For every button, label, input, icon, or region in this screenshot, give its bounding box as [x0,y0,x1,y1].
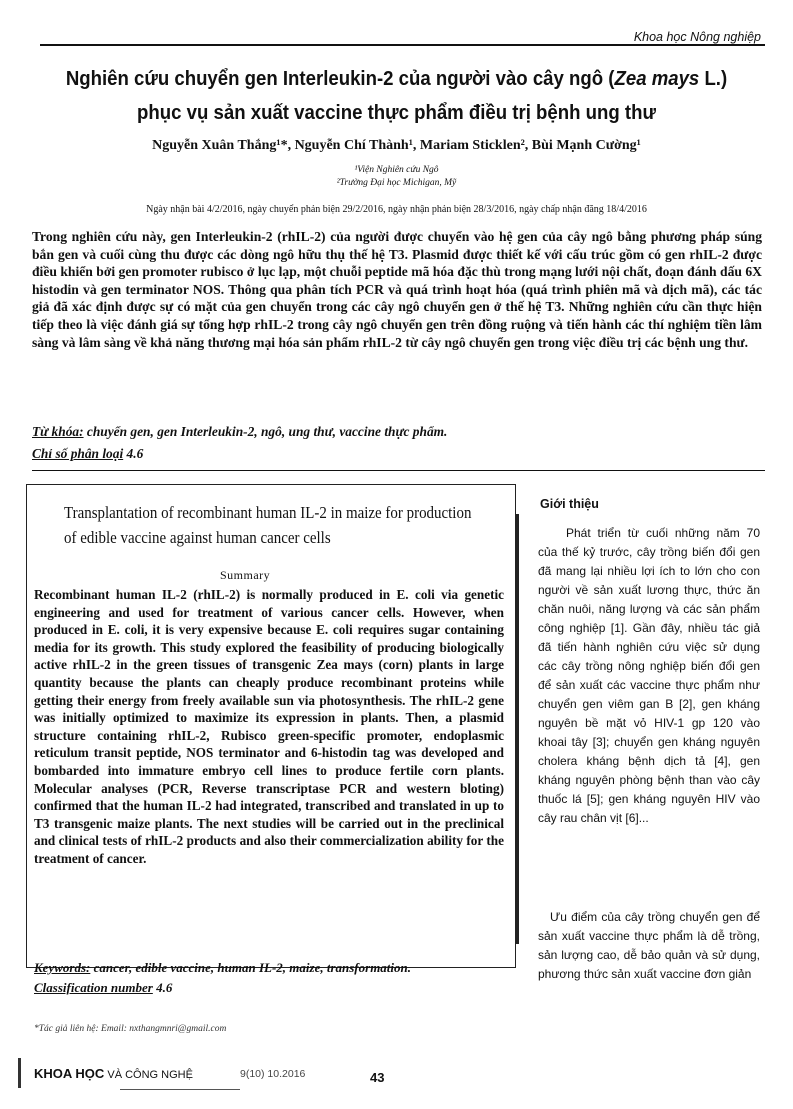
classification-en-value: 4.6 [152,980,173,995]
footer-bar [18,1058,21,1088]
intro-paragraph-1: Phát triển từ cuối những năm 70 của thế kỷ trước, cây trồng biến đổi gen đã mang lại nhiều lợi ích to lớn cho con người về sản xuất lương thực, thức ăn chăn nuôi, năng lượng và các sản phẩm công nghiệp [1]. Gần đây, nhiều tác giả đã tiến hành nghiên cứu việc sử dụng các cây trồng nông nghiệp biến đổi gen để sản xuất các vaccine thực phẩm như chuyển gen viêm gan B [2], gen kháng nguyên bề mặt vỏ HIV-1 gp 120 vào khoai tây [3]; chuyển gen kháng nguyên cholera kháng bệnh dịch tả [4], gen kháng nguyên phòng bệnh than vào cây thuốc lá [5]; gen kháng nguyên HIV vào cây rau chân vịt [6]... [538,526,760,825]
classification-en [34,980,172,996]
keywords-vi [32,424,447,440]
article-title-vi [65,62,728,130]
magazine-name-rest: VÀ CÔNG NGHỆ [104,1069,193,1081]
header-rule [40,44,765,46]
summary-heading: Summary [220,568,271,582]
keywords-vi-label: Từ khóa: [32,424,84,439]
footer-rule [120,1089,240,1090]
title-line1: Nghiên cứu chuyển gen Interleukin-2 của người vào cây ngô ( [65,68,615,90]
classification-vi-label: Chỉ số phân loại [32,446,124,461]
affiliation-1: ¹Viện Nghiên cứu Ngô [354,165,439,175]
authors: Nguyễn Xuân Thắng¹*, Nguyễn Chí Thành¹, Mariam Sticklen², Bùi Mạnh Cường¹ [152,138,641,153]
section-divider [32,470,765,471]
summary-en: Recombinant human IL-2 (rhIL-2) is normally produced in E. coli via genetic engineering and used for treatment of various cancer cells. However, when produced in E. coli, it is very expensive because E. coli requires sugar containing media for its growth. This study explored the feasibility of producing biologically active rhIL-2 in the green tissues of transgenic Zea mays (corn) plants in large quantity because the plants can cheaply produce recombinant proteins while getting their energy from freely available sun via photosynthesis. The rhIL-2 gene was initially optimized to maximize its expression in plants. Then, a plasmid structure containing rhIL-2, Rubisco green-specific promoter, endoplasmic reticulum transit peptide, NOS terminator and 6-histodin tag was developed and bombarded into immature embryo cell lines to produce fertile corn plants. Molecular analyses (PCR, Reverse transcriptase PCR and western bloting) confirmed that the human IL-2 had integrated, transcribed and translated in up to T3 transgenic maize plants. The next studies will be carried out in the preclinical and clinical tests of rhIL-2 products and also their commercialization ability for the treatment of cancer. [34,587,504,866]
classification-vi-value: 4.6 [123,446,144,461]
keywords-en-list: cancer, edible vaccine, human IL-2, maize, transformation. [90,960,412,975]
keywords-en-label: Keywords: [34,960,91,975]
magazine-name-main: KHOA HỌC [34,1066,105,1081]
received-dates: Ngày nhận bài 4/2/2016, ngày chuyển phản biện 29/2/2016, ngày nhận phản biện 28/3/2016, ngày chấp nhận đăng 18/4/2016 [146,204,647,215]
title-line1-end: L.) [699,68,728,90]
section-label: Khoa học Nông nghiệp [633,30,761,44]
column-gutter-bar [516,514,519,944]
abstract-vi: Trong nghiên cứu này, gen Interleukin-2 (rhIL-2) của người được chuyển vào hệ gen của cây ngô bằng phương pháp súng bắn gen và cuối cùng thu được các dòng ngô hữu thụ thế hệ T3. Plasmid được thiết kế với cấu trúc gồm có gen rhIL-2 được điều khiển bởi gen promoter rubisco ở lục lạp, một chuỗi peptide mã hóa đặc thù trong mạng lưới nội chất, đoạn đánh dấu 6X histodin và gen terminator NOS. Thông qua phân tích PCR và quá trình hoạt hóa (quá trình phiên mã và dịch mã), các tác giả đã xác định được sự có mặt của gen chuyển trong các cây ngô chuyển gen ở thế hệ T3. Những nghiên cứu cần thực hiện tiếp theo là việc đánh giá sự tổng hợp rhIL-2 trong cây ngô chuyển gen trên đồng ruộng và tiến hành các thí nghiệm tiền lâm sàng và lâm sàng về khả năng thương mại hóa sản phẩm rhIL-2 từ cây ngô chuyển gen trong việc điều trị các bệnh ung thư. [32,229,762,350]
affiliation-2: ²Trường Đại học Michigan, Mỹ [336,178,457,188]
contact-email: *Tác giả liên hệ: Email: nxthangmnri@gmail.com [34,1024,227,1034]
affiliations [40,164,753,190]
keywords-en [34,960,411,976]
title-line2: phục vụ sản xuất vaccine thực phẩm điều trị bệnh ung thư [137,102,656,124]
classification-vi [32,446,143,462]
title-species: Zea mays [614,68,700,90]
intro-heading: Giới thiệu [540,497,599,511]
keywords-vi-list: chuyển gen, gen Interleukin-2, ngô, ung thư, vaccine thực phẩm. [83,424,448,439]
classification-en-label: Classification number [34,980,153,995]
page-number: 43 [370,1070,385,1085]
intro-paragraph-2: Ưu điểm của cây trồng chuyển gen để sản xuất vaccine thực phẩm là dễ trồng, sản lượng cao, dễ bảo quản và sử dụng, phương thức sản xuất vaccine đơn giản [538,910,760,981]
article-title-en: Transplantation of recombinant human IL-2 in maize for production of edible vaccine against human cancer cells [64,503,472,547]
issue-number: 9(10) 10.2016 [240,1068,306,1080]
magazine-name [34,1066,193,1081]
